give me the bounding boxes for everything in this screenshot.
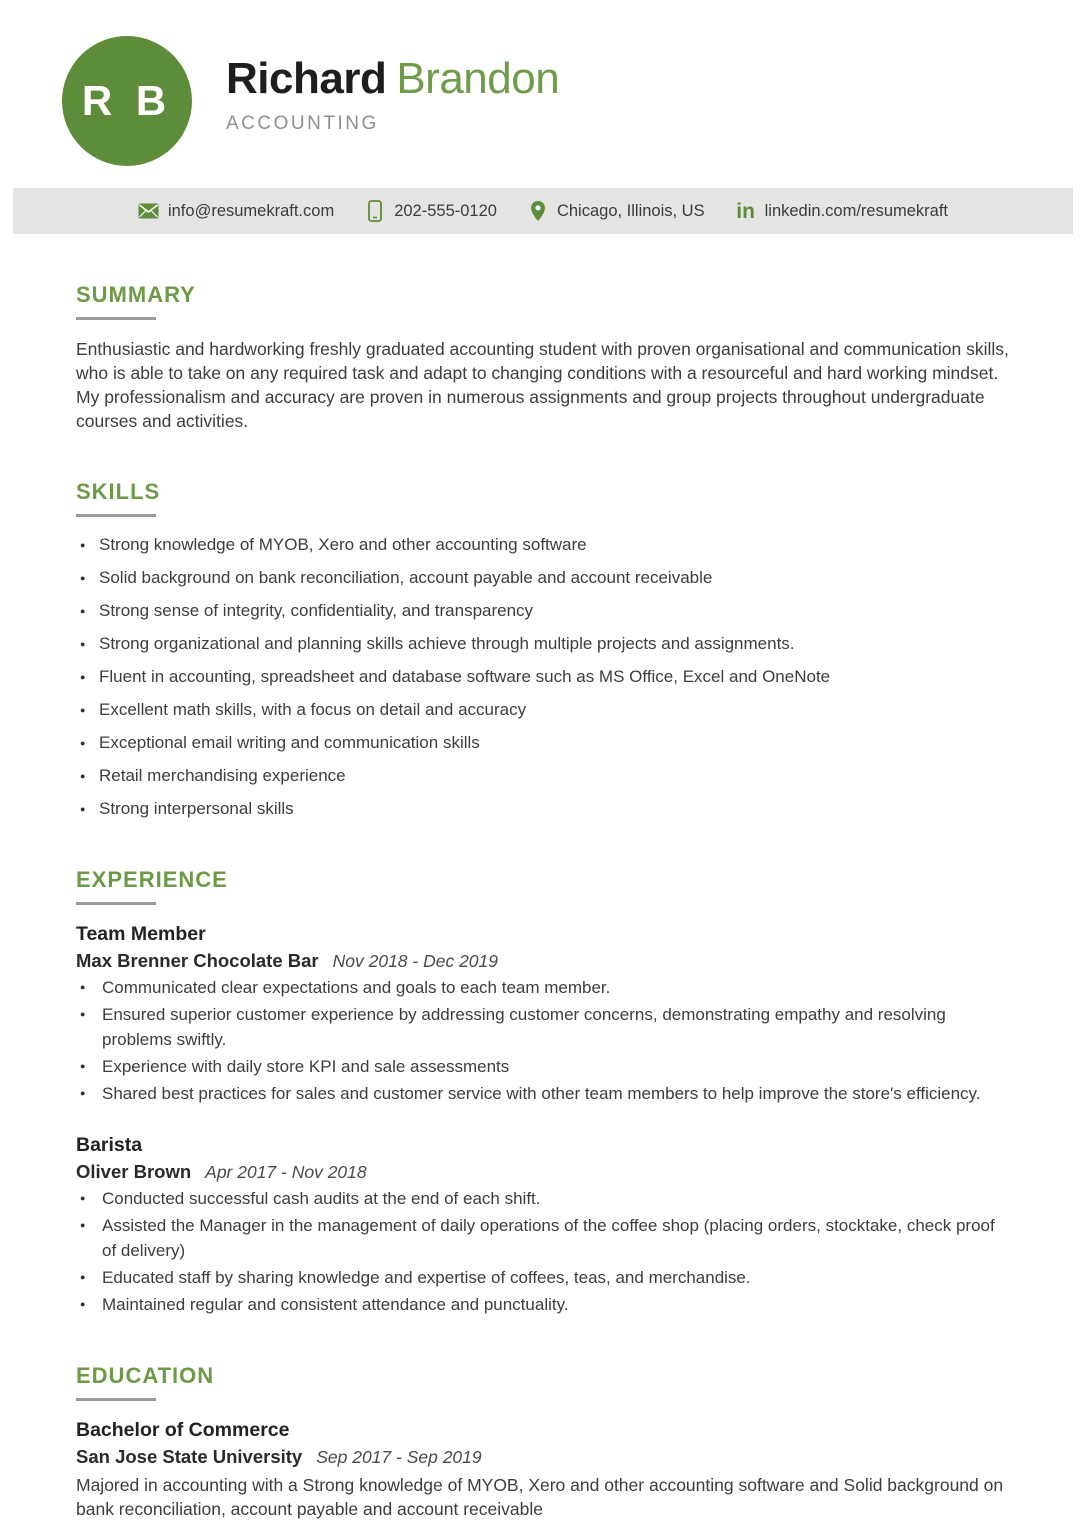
location-pin-icon xyxy=(527,200,549,222)
experience-job xyxy=(76,921,1010,1106)
job-bullet-list xyxy=(76,975,1010,1106)
header xyxy=(0,0,1086,166)
phone-icon xyxy=(364,200,386,222)
job-dates: Nov 2018 - Dec 2019 xyxy=(332,951,499,971)
avatar xyxy=(62,36,192,166)
summary-text: Enthusiastic and hardworking freshly graduated accounting student with proven organisational and communication skills, who is able to take on any required task and adapt to changing conditions with a resourceful and hard working mindset. My professionalism and accuracy are proven in numerous assignments and group projects throughout undergraduate courses and activities. xyxy=(76,339,1009,431)
school-name: San Jose State University xyxy=(76,1446,303,1467)
education-heading: EDUCATION xyxy=(76,1363,215,1388)
section-summary xyxy=(76,282,1010,433)
job-company: Oliver Brown xyxy=(76,1161,192,1182)
job-role-subtitle: ACCOUNTING xyxy=(226,113,379,135)
skills-heading: SKILLS xyxy=(76,479,161,504)
contact-phone[interactable] xyxy=(364,200,497,222)
skill-item: ● Retail merchandising experience xyxy=(76,764,1010,788)
education-entry xyxy=(76,1417,1010,1521)
job-bullet: ● Ensured superior customer experience by addressing customer concerns, demonstrating empathy and resolving problems swiftly. xyxy=(76,1002,1010,1052)
first-name: Richard xyxy=(226,54,387,103)
job-bullet: ● Shared best practices for sales and customer service with other team members to help improve the store's efficiency. xyxy=(76,1081,1010,1106)
heading-rule xyxy=(76,902,156,905)
job-bullet: ● Assisted the Manager in the management of daily operations of the coffee shop (placing orders, stocktake, check proof of delivery) xyxy=(76,1213,1010,1263)
skill-item: ● Strong sense of integrity, confidentiality, and transparency xyxy=(76,599,1010,623)
avatar-initials: R B xyxy=(81,77,173,124)
degree-title: Bachelor of Commerce xyxy=(76,1419,290,1441)
contact-bar xyxy=(13,188,1073,234)
contact-linkedin-text: linkedin.com/resumekraft xyxy=(764,201,949,220)
job-dates: Apr 2017 - Nov 2018 xyxy=(205,1162,367,1182)
section-education xyxy=(76,1363,1010,1521)
job-bullet-list xyxy=(76,1186,1010,1317)
job-title: Team Member xyxy=(76,923,206,945)
education-description: Majored in accounting with a Strong knowledge of MYOB, Xero and other accounting software and Solid background on bank reconciliation, account payable and account receivable xyxy=(76,1475,1004,1519)
experience-heading: EXPERIENCE xyxy=(76,867,228,892)
heading-rule xyxy=(76,317,156,320)
section-skills xyxy=(76,479,1010,821)
skill-item: ● Strong interpersonal skills xyxy=(76,797,1010,821)
skill-item: ● Fluent in accounting, spreadsheet and database software such as MS Office, Excel and OneNote xyxy=(76,665,1010,689)
skill-item: ● Excellent math skills, with a focus on detail and accuracy xyxy=(76,698,1010,722)
page-title xyxy=(226,56,559,102)
job-meta xyxy=(76,950,1010,972)
job-bullet: ● Educated staff by sharing knowledge and expertise of coffees, teas, and merchandise. xyxy=(76,1265,1010,1290)
job-company: Max Brenner Chocolate Bar xyxy=(76,950,319,971)
job-bullet: ● Conducted successful cash audits at the end of each shift. xyxy=(76,1186,1010,1211)
identity-block xyxy=(226,36,559,135)
contact-phone-text: 202-555-0120 xyxy=(394,201,497,220)
contact-linkedin[interactable] xyxy=(735,200,948,222)
contact-location[interactable] xyxy=(527,200,705,222)
education-meta xyxy=(76,1446,1010,1468)
skills-list xyxy=(76,533,1010,821)
job-bullet: ● Communicated clear expectations and goals to each team member. xyxy=(76,975,1010,1000)
skill-item: ● Exceptional email writing and communication skills xyxy=(76,731,1010,755)
experience-job xyxy=(76,1132,1010,1317)
education-dates: Sep 2017 - Sep 2019 xyxy=(316,1447,482,1467)
contact-location-text: Chicago, Illinois, US xyxy=(556,201,705,220)
heading-rule xyxy=(76,1398,156,1401)
linkedin-icon: in xyxy=(736,199,755,223)
main-content xyxy=(0,282,1086,1521)
job-meta xyxy=(76,1161,1010,1183)
contact-email-text: info@resumekraft.com xyxy=(167,201,335,220)
heading-rule xyxy=(76,514,156,517)
envelope-icon xyxy=(138,200,160,222)
job-title: Barista xyxy=(76,1134,143,1156)
section-experience xyxy=(76,867,1010,1317)
job-bullet: ● Maintained regular and consistent attendance and punctuality. xyxy=(76,1292,1010,1317)
summary-heading: SUMMARY xyxy=(76,282,196,307)
job-bullet: ● Experience with daily store KPI and sale assessments xyxy=(76,1054,1010,1079)
last-name: Brandon xyxy=(396,54,560,103)
skill-item: ● Strong knowledge of MYOB, Xero and other accounting software xyxy=(76,533,1010,557)
contact-email[interactable] xyxy=(138,200,334,222)
skill-item: ● Solid background on bank reconciliation, account payable and account receivable xyxy=(76,566,1010,590)
skill-item: ● Strong organizational and planning skills achieve through multiple projects and assignments. xyxy=(76,632,1010,656)
